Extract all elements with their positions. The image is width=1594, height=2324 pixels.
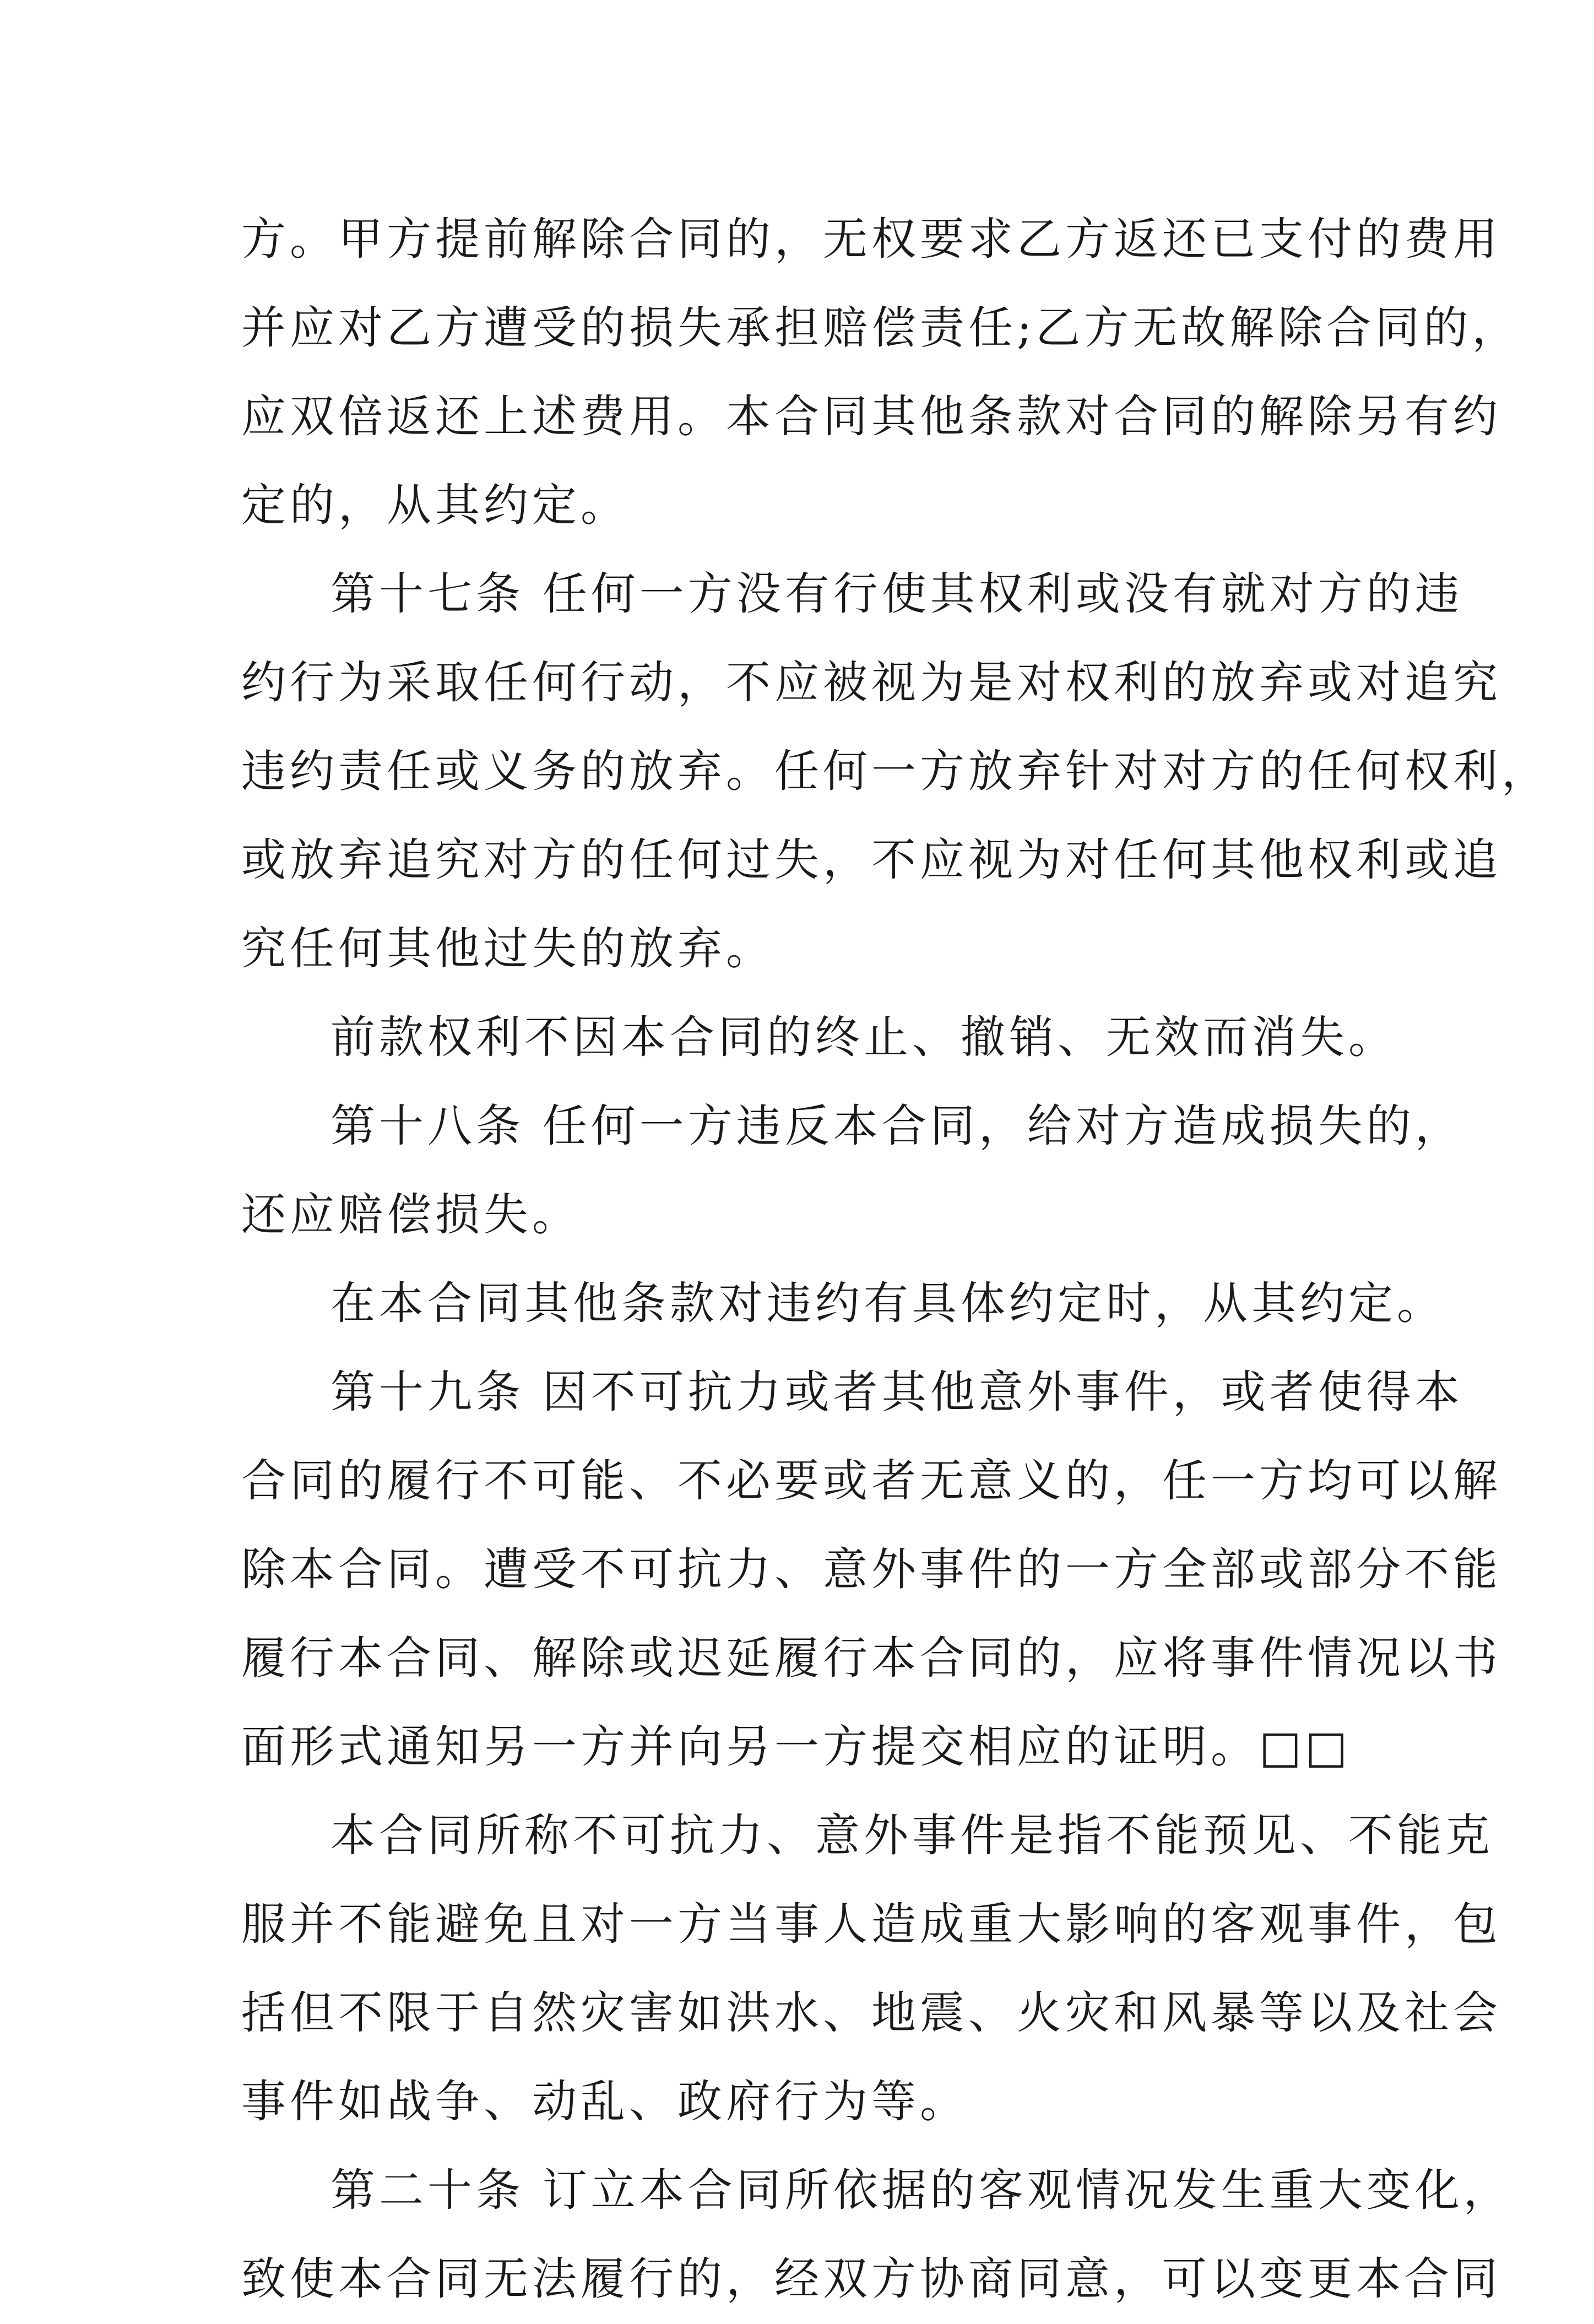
text-line: 合同的履行不可能、不必要或者无意义的，任一方均可以解 (241, 1455, 1502, 1507)
text-line: 定的，从其约定。 (241, 480, 630, 532)
article-19-heading-line: 第十九条 因不可抗力或者其他意外事件，或者使得本 (330, 1367, 1463, 1418)
paragraph-line: 在本合同其他条款对违约有具体约定时，从其约定。 (330, 1278, 1446, 1330)
text-line: 还应赔偿损失。 (241, 1189, 581, 1241)
text-line: 或放弃追究对方的任何过失，不应视为对任何其他权利或追 (241, 835, 1502, 886)
text-line: 服并不能避免且对一方当事人造成重大影响的客观事件，包 (241, 1899, 1502, 1951)
text-line: 违约责任或义务的放弃。任何一方放弃针对对方的任何权利， (241, 746, 1550, 798)
contract-body-text (241, 196, 1550, 2324)
article-20-heading-line: 第二十条 订立本合同所依据的客观情况发生重大变化， (330, 2165, 1512, 2217)
text-line: 应双倍返还上述费用。本合同其他条款对合同的解除另有约 (241, 391, 1502, 443)
article-18-heading-line: 第十八条 任何一方违反本合同，给对方造成损失的， (330, 1101, 1463, 1152)
text-line: 除本合同。遭受不可抗力、意外事件的一方全部或部分不能 (241, 1544, 1502, 1596)
text-line: 并应对乙方遭受的损失承担赔偿责任;乙方无故解除合同的， (241, 302, 1521, 354)
paragraph-line: 前款权利不因本合同的终止、撤销、无效而消失。 (330, 1012, 1397, 1064)
text-line: 事件如战争、动乱、政府行为等。 (241, 2076, 969, 2128)
text-line: 约行为采取任何行动，不应被视为是对权利的放弃或对追究 (241, 657, 1502, 709)
text-line: 致使本合同无法履行的，经双方协商同意，可以变更本合同 (241, 2253, 1502, 2305)
text-line: 面形式通知另一方并向另一方提交相应的证明。□□ (241, 1721, 1352, 1773)
text-line: 方。甲方提前解除合同的，无权要求乙方返还已支付的费用 (241, 214, 1502, 266)
text-line: 括但不限于自然灾害如洪水、地震、火灾和风暴等以及社会 (241, 1987, 1502, 2039)
text-line: 究任何其他过失的放弃。 (241, 923, 775, 975)
text-line: 履行本合同、解除或迟延履行本合同的，应将事件情况以书 (241, 1633, 1502, 1684)
paragraph-line: 本合同所称不可抗力、意外事件是指不能预见、不能克 (330, 1810, 1494, 1862)
article-17-heading-line: 第十七条 任何一方没有行使其权利或没有就对方的违 (330, 568, 1463, 620)
